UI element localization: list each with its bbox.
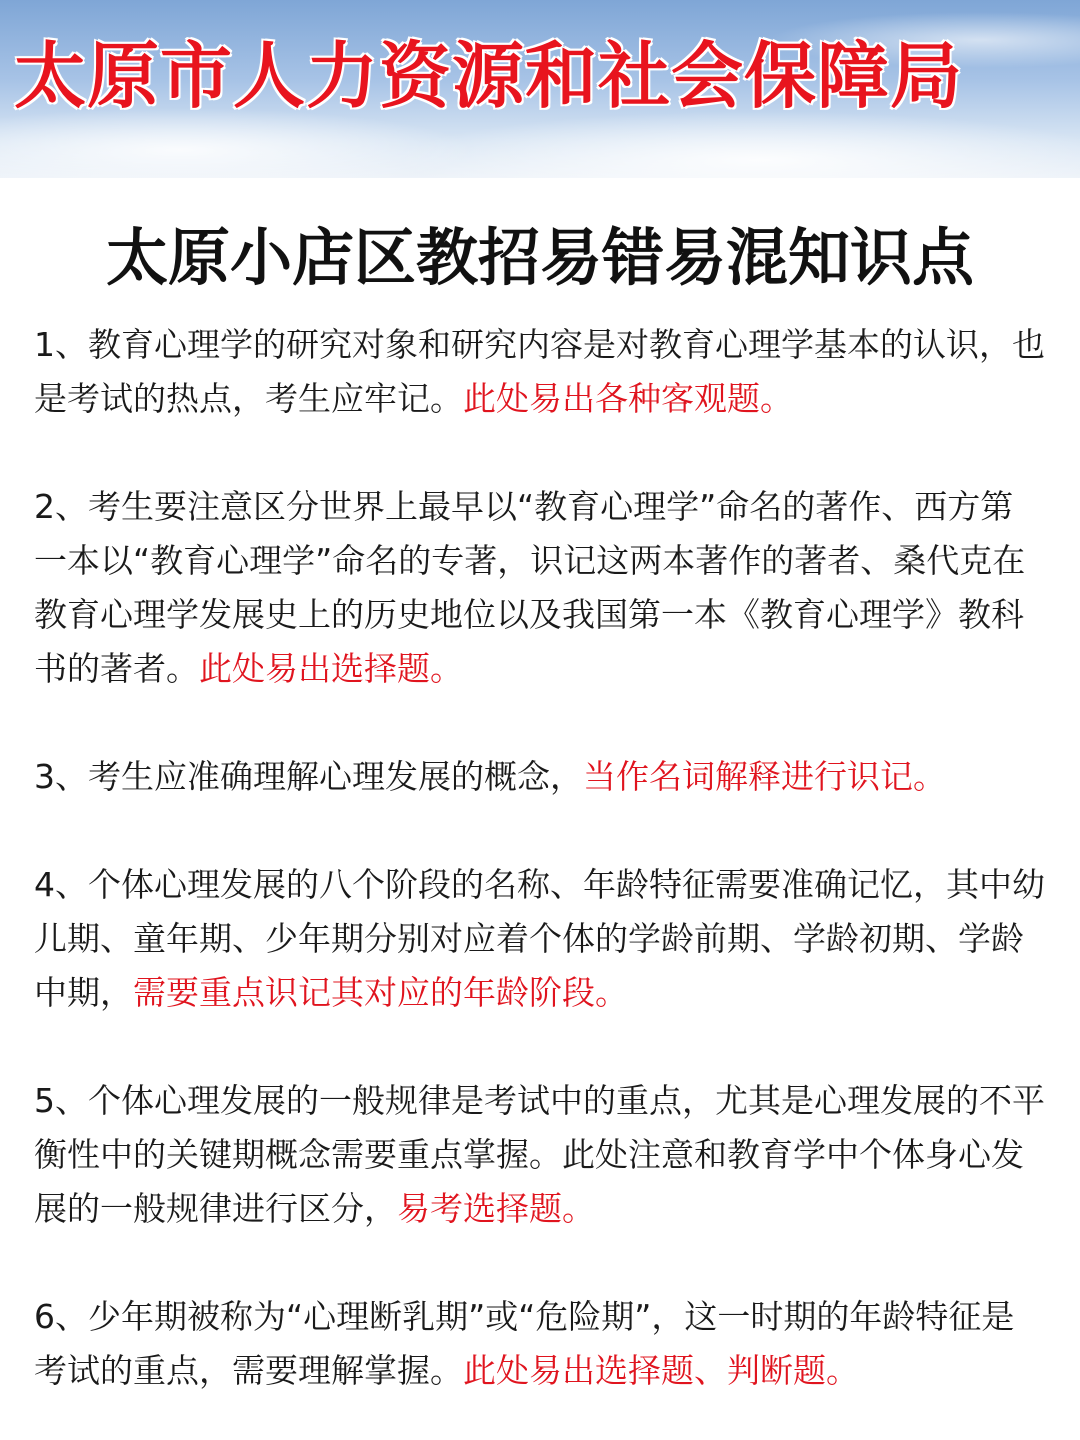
item-text: 5、个体心理发展的一般规律是考试中的重点，尤其是心理发展的不平衡性中的关键期概念需要重点掌握。此处注意和教育学中个体身心发展的一般规律进行区分， <box>34 1081 1045 1228</box>
knowledge-point-item <box>0 1290 1080 1398</box>
knowledge-point-item <box>0 750 1080 804</box>
item-highlight: 需要重点识记其对应的年龄阶段。 <box>133 973 628 1012</box>
knowledge-point-item <box>0 1074 1080 1236</box>
item-highlight: 此处易出选择题。 <box>199 649 463 688</box>
item-text: 6、少年期被称为“心理断乳期”或“危险期”，这一时期的年龄特征是考试的重点，需要理解掌握。 <box>34 1297 1015 1390</box>
item-text: 3、考生应准确理解心理发展的概念， <box>34 757 583 796</box>
knowledge-point-item <box>0 858 1080 1020</box>
item-text: 4、个体心理发展的八个阶段的名称、年龄特征需要准确记忆，其中幼儿期、童年期、少年期分别对应着个体的学龄前期、学龄初期、学龄中期， <box>34 865 1045 1012</box>
banner-title: 太原市人力资源和社会保障局 <box>14 34 964 118</box>
header-banner <box>0 0 1080 178</box>
item-highlight: 此处易出各种客观题。 <box>463 379 793 418</box>
knowledge-point-item <box>0 318 1080 426</box>
item-text: 2、考生要注意区分世界上最早以“教育心理学”命名的著作、西方第一本以“教育心理学”命名的专著，识记这两本著作的著者、桑代克在教育心理学发展史上的历史地位以及我国第一本《教育心理学》教科书的著者。 <box>34 487 1026 688</box>
item-highlight: 当作名词解释进行识记。 <box>583 757 946 796</box>
item-text: 1、教育心理学的研究对象和研究内容是对教育心理学基本的认识，也是考试的热点，考生应牢记。 <box>34 325 1045 418</box>
item-highlight: 此处易出选择题、判断题。 <box>463 1351 859 1390</box>
knowledge-point-item <box>0 480 1080 696</box>
item-highlight: 易考选择题。 <box>397 1189 595 1228</box>
page-title: 太原小店区教招易错易混知识点 <box>105 221 974 294</box>
